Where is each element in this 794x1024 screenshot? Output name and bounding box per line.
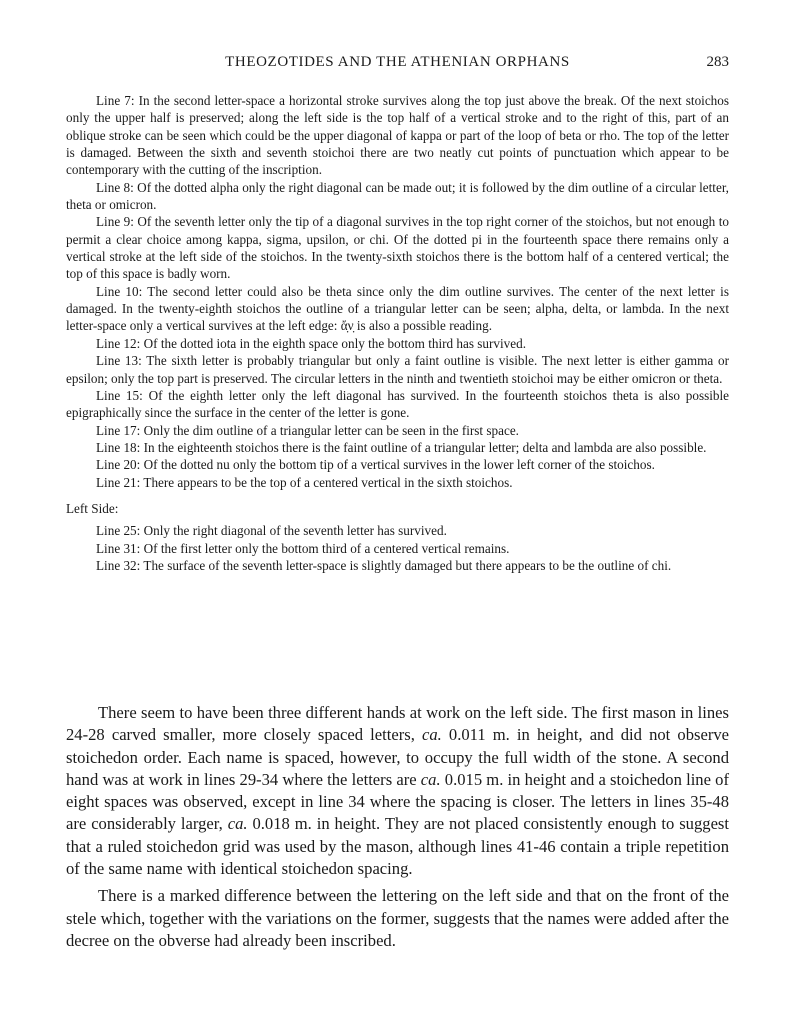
note-line-18 bbox=[66, 439, 729, 456]
text-run: There seem to have been three different hands at work on the left side. The first mason in lines 24-28 carved smaller, more closely spaced letters, bbox=[66, 703, 729, 745]
epigraphical-notes bbox=[66, 92, 729, 574]
note-label: Line 20: bbox=[96, 457, 141, 473]
running-title: THEOZOTIDES AND THE ATHENIAN ORPHANS bbox=[225, 54, 570, 70]
note-text: Only the right diagonal of the seventh letter has survived. bbox=[143, 523, 447, 539]
note-line-12 bbox=[66, 335, 729, 352]
note-line-31 bbox=[66, 540, 729, 557]
note-text: Of the first letter only the bottom third of a centered vertical remains. bbox=[143, 540, 510, 556]
page-header bbox=[66, 54, 729, 78]
note-label: Line 13: bbox=[96, 353, 142, 369]
note-label: Line 7: bbox=[96, 93, 135, 108]
left-side-heading: Left Side: bbox=[66, 500, 119, 516]
note-text: The second letter could also be theta since only the dim outline survives. The center of the next letter is damaged. In the twenty-eighth stoichos the outline of a triangular letter can be seen; alpha, delta, or lambda. In the next letter-space only a vertical survives at the left edge: ἄ̣ν̣ is also a possible reading. bbox=[66, 283, 729, 334]
abbreviation-ca: ca. bbox=[422, 725, 442, 745]
text-run: 0.011 m. in height, and did not observe stoichedon order. Each name is spaced, however, to occupy the full width of the stone. A second hand was at work in lines 29-34 where the letters are bbox=[66, 725, 730, 789]
text-run: 0.018 m. in height. They are not placed consistently enough to suggest that a ruled stoichedon grid was used by the mason, although lines 41-46 contain a triple repetition of the same name with identical stoichedon spacing. bbox=[66, 814, 730, 879]
note-label: Line 31: bbox=[96, 540, 141, 556]
note-text: Of the dotted alpha only the right diagonal can be made out; it is followed by the dim outline of a circular letter, theta or omicron. bbox=[66, 179, 729, 213]
body-text bbox=[66, 702, 729, 957]
abbreviation-ca: ca. bbox=[227, 814, 248, 834]
note-line-13 bbox=[66, 352, 729, 387]
note-line-20 bbox=[66, 456, 729, 473]
note-label: Line 10: bbox=[96, 283, 143, 299]
note-label: Line 15: bbox=[96, 387, 143, 403]
note-label: Line 17: bbox=[96, 422, 141, 438]
note-text: The sixth letter is probably triangular but only a faint outline is visible. The next letter is either gamma or epsilon; only the top part is preserved. The circular letters in the ninth and twentieth stoichoi may be either omicron or theta. bbox=[66, 353, 729, 386]
note-label: Line 18: bbox=[96, 439, 141, 455]
note-line-9 bbox=[66, 213, 729, 282]
paragraph-hands bbox=[66, 702, 729, 880]
note-line-17 bbox=[66, 422, 729, 439]
note-text: The surface of the seventh letter-space is slightly damaged but there appears to be the outline of chi. bbox=[143, 557, 672, 573]
note-line-32 bbox=[66, 557, 729, 574]
note-text: There appears to be the top of a centered vertical in the sixth stoichos. bbox=[143, 474, 513, 490]
paragraph-lettering-difference: There is a marked difference between the lettering on the left side and that on the front of the stele which, together with the variations on the former, suggests that the names were added after the decree on the obverse had already been inscribed. bbox=[66, 886, 729, 950]
note-label: Line 21: bbox=[96, 474, 141, 490]
note-text: Of the dotted iota in the eighth space only the bottom third has survived. bbox=[143, 335, 526, 351]
note-text: Of the eighth letter only the left diagonal has survived. In the fourteenth stoichos theta is also possible epigraphically since the surface in the center of the letter is gone. bbox=[66, 387, 729, 421]
note-label: Line 32: bbox=[96, 557, 141, 573]
abbreviation-ca: ca. bbox=[420, 769, 441, 789]
note-label: Line 9: bbox=[96, 214, 134, 230]
note-line-15 bbox=[66, 387, 729, 422]
note-label: Line 12: bbox=[96, 335, 141, 351]
note-line-7 bbox=[66, 92, 729, 179]
note-text: In the eighteenth stoichos there is the faint outline of a triangular letter; delta and lambda are also possible. bbox=[143, 439, 707, 455]
note-line-8 bbox=[66, 179, 729, 214]
text-run: 0.015 m. in height and a stoichedon line of eight spaces was observed, except in line 34 where the spacing is closer. The letters in lines 35-48 are considerably larger, bbox=[66, 769, 729, 834]
note-label: Line 8: bbox=[96, 179, 134, 195]
note-line-25 bbox=[66, 522, 729, 539]
note-text: Of the seventh letter only the tip of a diagonal survives in the top right corner of the stoichos, but not enough to permit a clear choice among kappa, sigma, upsilon, or chi. Of the dotted pi in the fourteenth space there remains only a vertical stroke at the left side of the stoichos. In the twenty-sixth stoichos there is the bottom half of a centered vertical; the top of this space is badly worn. bbox=[66, 214, 730, 282]
page-number: 283 bbox=[706, 54, 729, 70]
note-text: In the second letter-space a horizontal stroke survives along the top just above the break. Of the next stoichos only the upper half is preserved; along the left side is the top half of a vertical stroke and to the right of this, part of an oblique stroke can be seen which could be the upper diagonal of kappa or part of the loop of beta or rho. The top of the letter is damaged. Between the sixth and seventh stoichoi there are two neatly cut points of punctuation which appear to be contemporary with the cutting of the inscription. bbox=[66, 93, 730, 178]
note-line-21 bbox=[66, 474, 729, 491]
note-label: Line 25: bbox=[96, 523, 141, 539]
note-text: Of the dotted nu only the bottom tip of a vertical survives in the lower left corner of the stoichos. bbox=[143, 457, 655, 473]
note-line-10 bbox=[66, 283, 729, 335]
note-text: Only the dim outline of a triangular letter can be seen in the first space. bbox=[143, 422, 519, 438]
